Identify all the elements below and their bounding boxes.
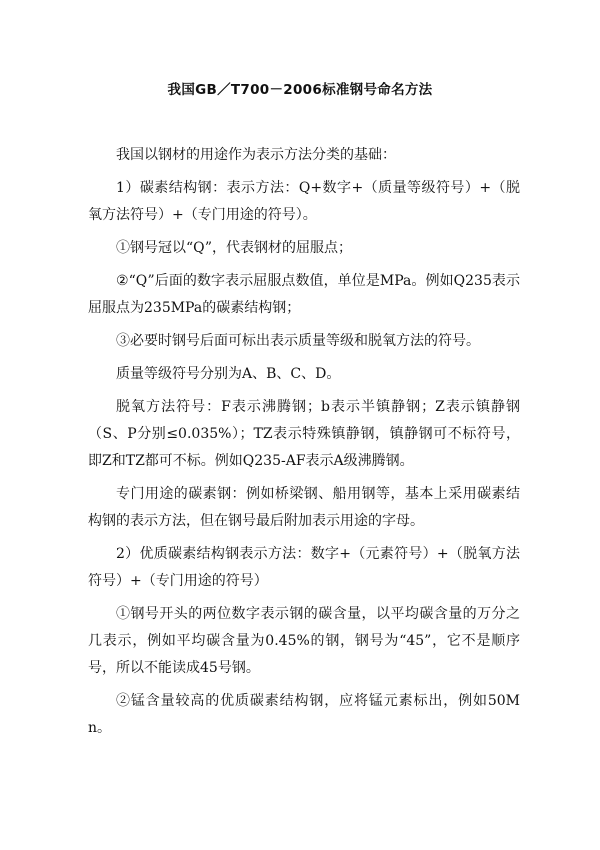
paragraph-q-prefix: ①钢号冠以“Q”，代表钢材的屈服点； — [116, 240, 353, 256]
paragraph-yield-point: ②“Q”后面的数字表示屈服点数值，单位是MPa。例如Q235表示屈服点为235MPa的碳素结构钢； — [88, 273, 520, 316]
paragraph-carbon-content: ①钢号开头的两位数字表示钢的碳含量，以平均碳含量的万分之几表示，例如平均碳含量为0.45%的钢，钢号为“45”，它不是顺序号，所以不能读成45号钢。 — [88, 606, 520, 676]
document-body — [88, 142, 520, 748]
paragraph-carbon-structural-steel: 1）碳素结构钢：表示方法：Q+数字+（质量等级符号）+（脱氧方法符号）+（专门用途的符号）。 — [88, 180, 520, 223]
paragraph-deoxidation: 脱氧方法符号：F表示沸腾钢；b表示半镇静钢；Z表示镇静钢（S、P分别≤0.035%）；TZ表示特殊镇静钢，镇静钢可不标符号，即Z和TZ都可不标。例如Q235-AF表示A级沸腾钢。 — [88, 399, 520, 469]
paragraph-special-purpose: 专门用途的碳素钢：例如桥梁钢、船用钢等，基本上采用碳素结构钢的表示方法，但在钢号最后附加表示用途的字母。 — [88, 486, 520, 529]
paragraph-quality-symbols: ③必要时钢号后面可标出表示质量等级和脱氧方法的符号。 — [116, 333, 480, 349]
paragraph-quality-grades: 质量等级符号分别为A、B、C、D。 — [116, 366, 341, 382]
paragraph-quality-carbon-steel: 2）优质碳素结构钢表示方法：数字+（元素符号）+（脱氧方法符号）+（专门用途的符号） — [88, 546, 520, 589]
paragraph-intro: 我国以钢材的用途作为表示方法分类的基础： — [116, 147, 396, 163]
document-title: 我国GB／T700－2006标准钢号命名方法 — [167, 82, 433, 98]
paragraph-manganese: ②锰含量较高的优质碳素结构钢，应将锰元素标出，例如50Mn。 — [88, 693, 520, 736]
